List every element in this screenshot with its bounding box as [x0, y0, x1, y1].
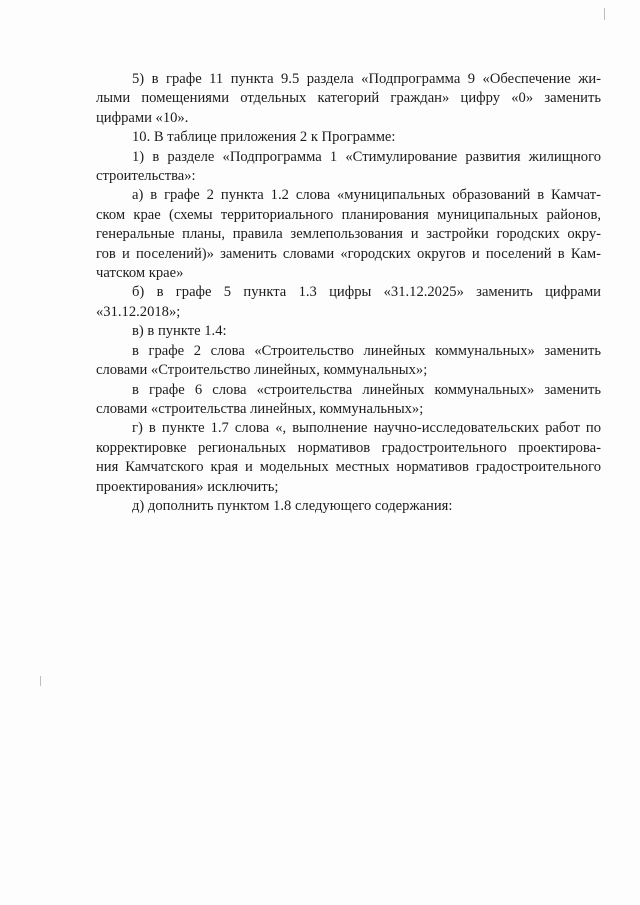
document-line: гов и поселений)» заменить словами «городских округов и поселений в Кам-	[96, 245, 601, 262]
document-body	[96, 70, 601, 516]
document-line: ния Камчатского края и модельных местных нормативов градостроительного	[96, 459, 601, 476]
document-line: «31.12.2018»;	[96, 303, 181, 320]
document-line: чатском крае»	[96, 265, 184, 282]
document-line: словами «Строительство линейных, коммунальных»;	[96, 362, 428, 379]
document-line: проектирования» исключить;	[96, 478, 279, 495]
document-line: 5) в графе 11 пункта 9.5 раздела «Подпрограмма 9 «Обеспечение жи-	[132, 71, 601, 87]
document-line: цифрами «10».	[96, 109, 189, 126]
document-line: ском крае (схемы территориального планирования муниципальных районов,	[96, 206, 601, 223]
document-line: генеральные планы, правила землепользования и застройки городских окру-	[96, 226, 601, 243]
document-line: б) в графе 5 пункта 1.3 цифры «31.12.2025» заменить цифрами	[132, 284, 601, 301]
document-line: строительства»:	[96, 168, 196, 185]
document-line: словами «строительства линейных, коммунальных»;	[96, 400, 424, 417]
document-line: а) в графе 2 пункта 1.2 слова «муниципальных образований в Камчат-	[132, 187, 601, 204]
scan-artifact-left	[40, 676, 41, 686]
document-line: лыми помещениями отдельных категорий граждан» цифру «0» заменить	[96, 90, 601, 107]
document-line: д) дополнить пунктом 1.8 следующего содержания:	[132, 497, 453, 514]
scan-artifact-top	[604, 8, 605, 20]
document-line: в графе 6 слова «строительства линейных коммунальных» заменить	[132, 381, 601, 398]
document-line: г) в пункте 1.7 слова «, выполнение научно-исследовательских работ по	[132, 420, 601, 437]
document-line: 1) в разделе «Подпрограмма 1 «Стимулирование развития жилищного	[132, 148, 601, 165]
document-line: 10. В таблице приложения 2 к Программе:	[132, 129, 396, 146]
document-line: в графе 2 слова «Строительство линейных коммунальных» заменить	[132, 342, 601, 359]
document-line: в) в пункте 1.4:	[132, 323, 227, 340]
document-line: корректировке региональных нормативов градостроительного проектирова-	[96, 439, 601, 456]
